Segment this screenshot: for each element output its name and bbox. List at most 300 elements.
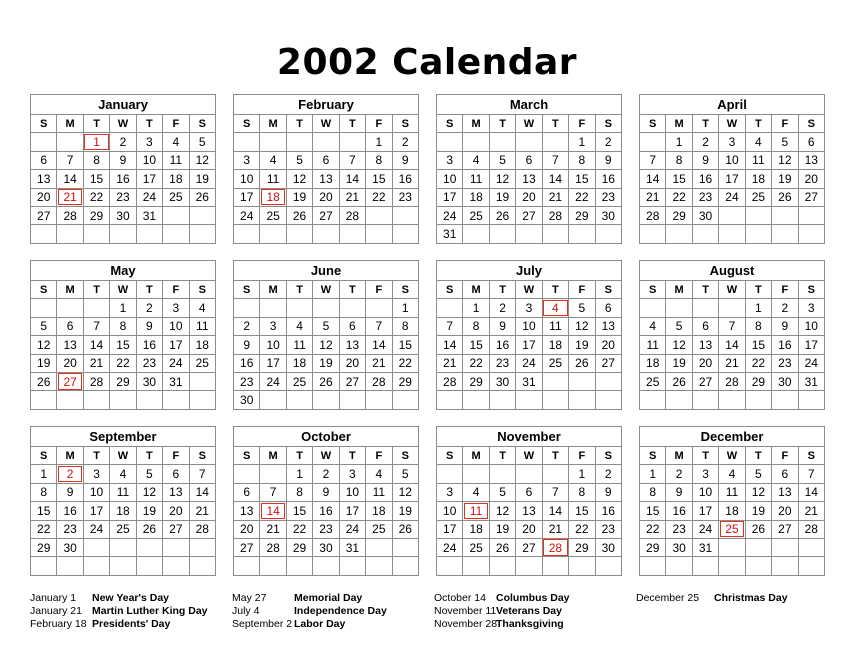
day-cell: 8: [666, 151, 692, 169]
empty-cell: [366, 225, 392, 243]
empty-cell: [234, 557, 260, 575]
holiday-name: Columbus Day: [496, 592, 570, 604]
day-cell: 10: [516, 317, 542, 335]
week-row: [234, 151, 419, 169]
empty-cell: [640, 391, 666, 409]
day-cell: 26: [31, 372, 57, 390]
day-cell: 24: [339, 520, 365, 538]
week-row: [437, 483, 622, 501]
day-cell: 25: [110, 520, 136, 538]
month-name: October: [234, 427, 419, 447]
month-august: [639, 260, 825, 410]
day-cell: 29: [110, 372, 136, 390]
month-name: September: [31, 427, 216, 447]
holiday-day-cell: 27: [57, 372, 83, 390]
day-cell: 17: [692, 502, 718, 520]
week-row: [234, 188, 419, 206]
week-row: [437, 465, 622, 483]
day-cell: 6: [798, 133, 824, 151]
holiday-name: New Year's Day: [92, 592, 170, 604]
empty-cell: [313, 557, 339, 575]
empty-cell: [339, 557, 365, 575]
month-table: [639, 426, 825, 576]
weekday-label: W: [110, 281, 136, 299]
day-cell: 8: [569, 151, 595, 169]
empty-cell: [666, 557, 692, 575]
month-january: [30, 94, 216, 244]
empty-cell: [798, 225, 824, 243]
day-cell: 1: [666, 133, 692, 151]
holiday-name: Christmas Day: [714, 592, 788, 604]
weekday-label: M: [463, 115, 489, 133]
day-cell: 14: [640, 170, 666, 188]
day-cell: 3: [719, 133, 745, 151]
empty-cell: [286, 225, 312, 243]
week-row: [234, 502, 419, 520]
day-cell: 31: [163, 372, 189, 390]
empty-cell: [31, 557, 57, 575]
day-cell: 4: [745, 133, 771, 151]
weekday-label: M: [260, 115, 286, 133]
weekday-label: F: [163, 115, 189, 133]
day-cell: 28: [798, 520, 824, 538]
day-cell: 21: [542, 188, 568, 206]
empty-cell: [286, 133, 312, 151]
week-row: [437, 317, 622, 335]
day-cell: 15: [666, 170, 692, 188]
weekday-label: S: [189, 115, 215, 133]
weekday-label: S: [392, 447, 418, 465]
day-cell: 14: [437, 336, 463, 354]
day-cell: 4: [719, 465, 745, 483]
empty-cell: [260, 225, 286, 243]
empty-cell: [234, 133, 260, 151]
day-cell: 12: [189, 151, 215, 169]
holiday-entry: [232, 605, 387, 618]
week-row: [234, 538, 419, 556]
day-cell: 2: [595, 133, 621, 151]
weekday-label: T: [339, 447, 365, 465]
day-cell: 19: [31, 354, 57, 372]
weekday-label: F: [366, 281, 392, 299]
week-row: [234, 465, 419, 483]
empty-cell: [437, 465, 463, 483]
empty-cell: [437, 391, 463, 409]
weekday-label: M: [260, 447, 286, 465]
day-cell: 25: [189, 354, 215, 372]
empty-cell: [57, 557, 83, 575]
week-row: [640, 317, 825, 335]
empty-cell: [569, 372, 595, 390]
day-cell: 5: [189, 133, 215, 151]
day-cell: 14: [339, 170, 365, 188]
day-cell: 15: [83, 170, 109, 188]
week-row: [31, 354, 216, 372]
day-cell: 25: [463, 538, 489, 556]
day-cell: 7: [640, 151, 666, 169]
empty-cell: [31, 299, 57, 317]
weekday-label: M: [666, 447, 692, 465]
weekday-label: F: [772, 281, 798, 299]
holiday-entry: [636, 592, 788, 605]
holiday-entry: [434, 592, 570, 605]
day-cell: 8: [110, 317, 136, 335]
day-cell: 31: [692, 538, 718, 556]
day-cell: 19: [666, 354, 692, 372]
day-cell: 5: [136, 465, 162, 483]
weekday-label: W: [719, 447, 745, 465]
day-cell: 4: [260, 151, 286, 169]
day-cell: 4: [366, 465, 392, 483]
empty-cell: [798, 206, 824, 224]
day-cell: 17: [234, 188, 260, 206]
day-cell: 9: [489, 317, 515, 335]
empty-cell: [516, 465, 542, 483]
empty-cell: [489, 557, 515, 575]
week-row: [640, 336, 825, 354]
day-cell: 31: [798, 372, 824, 390]
day-cell: 20: [31, 188, 57, 206]
empty-cell: [640, 557, 666, 575]
day-cell: 25: [463, 206, 489, 224]
day-cell: 22: [31, 520, 57, 538]
empty-cell: [569, 557, 595, 575]
week-row: [437, 133, 622, 151]
day-cell: 6: [57, 317, 83, 335]
empty-cell: [798, 391, 824, 409]
empty-cell: [313, 299, 339, 317]
month-table: [233, 260, 419, 410]
day-cell: 1: [640, 465, 666, 483]
day-cell: 30: [313, 538, 339, 556]
weekday-label: T: [339, 115, 365, 133]
weekday-label: M: [463, 281, 489, 299]
day-cell: 2: [110, 133, 136, 151]
day-cell: 22: [392, 354, 418, 372]
empty-cell: [489, 391, 515, 409]
empty-cell: [339, 133, 365, 151]
day-cell: 31: [516, 372, 542, 390]
week-row: [640, 133, 825, 151]
day-cell: 31: [136, 206, 162, 224]
empty-cell: [83, 557, 109, 575]
day-cell: 24: [437, 206, 463, 224]
empty-cell: [516, 391, 542, 409]
empty-cell: [666, 391, 692, 409]
day-cell: 29: [666, 206, 692, 224]
empty-cell: [463, 557, 489, 575]
day-cell: 27: [798, 188, 824, 206]
weekday-label: T: [542, 281, 568, 299]
day-cell: 14: [542, 170, 568, 188]
day-cell: 27: [595, 354, 621, 372]
weekday-label: F: [569, 115, 595, 133]
day-cell: 7: [437, 317, 463, 335]
day-cell: 1: [569, 465, 595, 483]
day-cell: 3: [260, 317, 286, 335]
day-cell: 28: [366, 372, 392, 390]
day-cell: 6: [31, 151, 57, 169]
day-cell: 2: [234, 317, 260, 335]
day-cell: 12: [745, 483, 771, 501]
day-cell: 19: [745, 502, 771, 520]
weekday-label: S: [595, 115, 621, 133]
day-cell: 18: [463, 520, 489, 538]
day-cell: 7: [57, 151, 83, 169]
day-cell: 4: [189, 299, 215, 317]
empty-cell: [57, 299, 83, 317]
week-row: [437, 520, 622, 538]
empty-cell: [313, 225, 339, 243]
day-cell: 28: [437, 372, 463, 390]
day-cell: 5: [489, 483, 515, 501]
day-cell: 16: [136, 336, 162, 354]
day-cell: 31: [437, 225, 463, 243]
holiday-day-cell: 1: [83, 133, 109, 151]
empty-cell: [339, 391, 365, 409]
day-cell: 10: [719, 151, 745, 169]
month-february: [233, 94, 419, 244]
day-cell: 12: [569, 317, 595, 335]
day-cell: 16: [313, 502, 339, 520]
empty-cell: [163, 538, 189, 556]
day-cell: 23: [110, 188, 136, 206]
day-cell: 21: [719, 354, 745, 372]
day-cell: 10: [437, 502, 463, 520]
day-cell: 5: [745, 465, 771, 483]
day-cell: 12: [31, 336, 57, 354]
weekday-label: W: [313, 447, 339, 465]
week-row: [234, 206, 419, 224]
day-cell: 20: [595, 336, 621, 354]
week-row: [31, 465, 216, 483]
empty-cell: [640, 299, 666, 317]
empty-cell: [110, 225, 136, 243]
holiday-entry: [30, 605, 208, 618]
day-cell: 1: [286, 465, 312, 483]
holiday-date: July 4: [232, 605, 260, 617]
week-row: [437, 170, 622, 188]
day-cell: 2: [136, 299, 162, 317]
empty-cell: [692, 557, 718, 575]
holiday-name: Veterans Day: [496, 605, 562, 617]
day-cell: 9: [666, 483, 692, 501]
empty-cell: [163, 206, 189, 224]
weekday-label: W: [110, 115, 136, 133]
empty-cell: [313, 133, 339, 151]
empty-cell: [260, 465, 286, 483]
day-cell: 9: [692, 151, 718, 169]
weekday-label: M: [57, 447, 83, 465]
day-cell: 18: [640, 354, 666, 372]
empty-cell: [666, 225, 692, 243]
day-cell: 25: [163, 188, 189, 206]
month-name: November: [437, 427, 622, 447]
empty-cell: [666, 299, 692, 317]
day-cell: 23: [595, 520, 621, 538]
empty-cell: [640, 133, 666, 151]
weekday-label: W: [516, 281, 542, 299]
day-cell: 11: [719, 483, 745, 501]
day-cell: 19: [313, 354, 339, 372]
day-cell: 17: [798, 336, 824, 354]
month-table: [639, 260, 825, 410]
day-cell: 16: [489, 336, 515, 354]
week-row: [31, 520, 216, 538]
day-cell: 7: [260, 483, 286, 501]
day-cell: 25: [366, 520, 392, 538]
day-cell: 11: [640, 336, 666, 354]
weekday-label: F: [366, 115, 392, 133]
week-row: [437, 188, 622, 206]
page-title: 2002 Calendar: [276, 42, 578, 83]
day-cell: 29: [569, 206, 595, 224]
day-cell: 29: [640, 538, 666, 556]
day-cell: 25: [260, 206, 286, 224]
day-cell: 30: [136, 372, 162, 390]
weekday-label: T: [83, 447, 109, 465]
week-row: [640, 557, 825, 575]
day-cell: 28: [260, 538, 286, 556]
day-cell: 28: [189, 520, 215, 538]
empty-cell: [392, 225, 418, 243]
empty-cell: [392, 538, 418, 556]
empty-cell: [489, 225, 515, 243]
day-cell: 28: [719, 372, 745, 390]
empty-cell: [569, 225, 595, 243]
empty-cell: [83, 225, 109, 243]
day-cell: 13: [31, 170, 57, 188]
holiday-name: Thanksgiving: [496, 618, 564, 630]
day-cell: 24: [260, 372, 286, 390]
day-cell: 6: [163, 465, 189, 483]
holiday-date: May 27: [232, 592, 267, 604]
empty-cell: [260, 557, 286, 575]
day-cell: 19: [286, 188, 312, 206]
weekday-label: F: [366, 447, 392, 465]
weekday-label: M: [666, 115, 692, 133]
empty-cell: [640, 225, 666, 243]
day-cell: 10: [437, 170, 463, 188]
day-cell: 5: [666, 317, 692, 335]
week-row: [31, 188, 216, 206]
day-cell: 12: [666, 336, 692, 354]
day-cell: 22: [83, 188, 109, 206]
week-row: [640, 391, 825, 409]
empty-cell: [772, 557, 798, 575]
day-cell: 7: [542, 483, 568, 501]
month-name: August: [640, 261, 825, 281]
day-cell: 23: [666, 520, 692, 538]
day-cell: 24: [83, 520, 109, 538]
weekday-label: S: [392, 281, 418, 299]
empty-cell: [463, 225, 489, 243]
week-row: [640, 299, 825, 317]
week-row: [31, 483, 216, 501]
empty-cell: [745, 557, 771, 575]
week-row: [437, 299, 622, 317]
day-cell: 20: [163, 502, 189, 520]
week-row: [31, 225, 216, 243]
empty-cell: [136, 225, 162, 243]
empty-cell: [366, 391, 392, 409]
week-row: [437, 206, 622, 224]
day-cell: 26: [772, 188, 798, 206]
month-july: [436, 260, 622, 410]
empty-cell: [437, 299, 463, 317]
holiday-date: December 25: [636, 592, 700, 604]
holiday-day-cell: 21: [57, 188, 83, 206]
weekday-label: M: [666, 281, 692, 299]
day-cell: 2: [489, 299, 515, 317]
day-cell: 5: [392, 465, 418, 483]
weekday-label: T: [489, 281, 515, 299]
day-cell: 11: [163, 151, 189, 169]
day-cell: 24: [234, 206, 260, 224]
day-cell: 14: [798, 483, 824, 501]
weekday-label: W: [719, 281, 745, 299]
holiday-entry: [232, 618, 387, 631]
holiday-name: Martin Luther King Day: [92, 605, 208, 617]
day-cell: 28: [542, 206, 568, 224]
day-cell: 15: [366, 170, 392, 188]
day-cell: 28: [640, 206, 666, 224]
day-cell: 21: [260, 520, 286, 538]
empty-cell: [516, 133, 542, 151]
empty-cell: [366, 299, 392, 317]
day-cell: 20: [772, 502, 798, 520]
day-cell: 15: [110, 336, 136, 354]
day-cell: 6: [516, 151, 542, 169]
month-name: April: [640, 95, 825, 115]
month-march: [436, 94, 622, 244]
month-table: [30, 94, 216, 244]
empty-cell: [392, 557, 418, 575]
day-cell: 17: [136, 170, 162, 188]
weekday-label: T: [286, 115, 312, 133]
day-cell: 4: [163, 133, 189, 151]
day-cell: 16: [57, 502, 83, 520]
weekday-label: S: [234, 115, 260, 133]
empty-cell: [234, 465, 260, 483]
day-cell: 17: [516, 336, 542, 354]
week-row: [640, 170, 825, 188]
day-cell: 2: [595, 465, 621, 483]
empty-cell: [260, 391, 286, 409]
day-cell: 25: [286, 372, 312, 390]
day-cell: 21: [366, 354, 392, 372]
day-cell: 19: [136, 502, 162, 520]
day-cell: 14: [189, 483, 215, 501]
day-cell: 21: [798, 502, 824, 520]
day-cell: 13: [339, 336, 365, 354]
day-cell: 21: [189, 502, 215, 520]
week-row: [234, 372, 419, 390]
empty-cell: [366, 557, 392, 575]
day-cell: 11: [260, 170, 286, 188]
day-cell: 9: [595, 151, 621, 169]
empty-cell: [31, 133, 57, 151]
weekday-label: W: [313, 281, 339, 299]
empty-cell: [542, 133, 568, 151]
weekday-label: S: [189, 281, 215, 299]
day-cell: 19: [489, 520, 515, 538]
day-cell: 20: [339, 354, 365, 372]
holiday-date: November 11: [434, 605, 497, 617]
day-cell: 29: [31, 538, 57, 556]
empty-cell: [366, 206, 392, 224]
day-cell: 26: [489, 206, 515, 224]
